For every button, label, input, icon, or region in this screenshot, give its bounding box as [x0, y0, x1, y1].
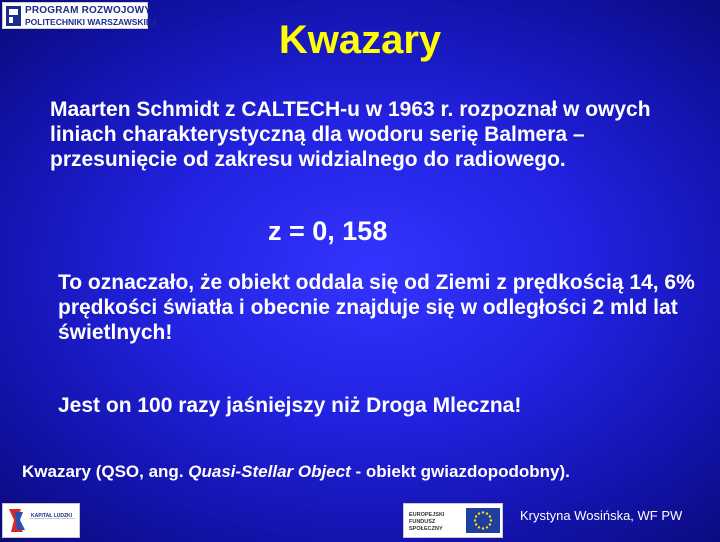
- slide-title: Kwazary: [278, 18, 442, 62]
- eu-flag-icon: [466, 508, 500, 533]
- paragraph-schmidt: Maarten Schmidt z CALTECH-u w 1963 r. rozpoznał w owych liniach charakterystyczną dla wodoru serię Balmera – przesunięcie od zakresu widzialnego do radiowego.: [50, 98, 651, 172]
- paragraph-velocity: To oznaczało, że obiekt oddala się od Ziemi z prędkością 14, 6% prędkości światła i obecnie znajduje się w odległości 2 mld lat świetlnych!: [58, 271, 695, 345]
- redshift-formula: z = 0, 158: [268, 216, 388, 246]
- paragraph-brightness: Jest on 100 razy jaśniejszy niż Droga Mleczna!: [58, 394, 522, 417]
- quasar-definition: [22, 462, 712, 482]
- definition-prefix: Kwazary (QSO, ang.: [22, 462, 189, 481]
- kapital-ludzki-logo: [2, 503, 80, 538]
- definition-term: Quasi-Stellar Object: [188, 462, 351, 481]
- definition-suffix: - obiekt gwiazdopodobny).: [350, 462, 570, 481]
- eu-fund-text: EUROPEJSKI FUNDUSZ SPOŁECZNY: [409, 512, 445, 533]
- kapital-ludzki-emblem-icon: [3, 504, 79, 537]
- kapital-ludzki-text: KAPITAŁ LUDZKI: [31, 513, 73, 519]
- eu-fund-logo: [403, 503, 503, 538]
- logo-line-1: PROGRAM ROZWOJOWY: [25, 5, 152, 16]
- author-credit: Krystyna Wosińska, WF PW: [520, 508, 683, 523]
- logo-line-2: POLITECHNIKI WARSZAWSKIEJ: [25, 17, 157, 27]
